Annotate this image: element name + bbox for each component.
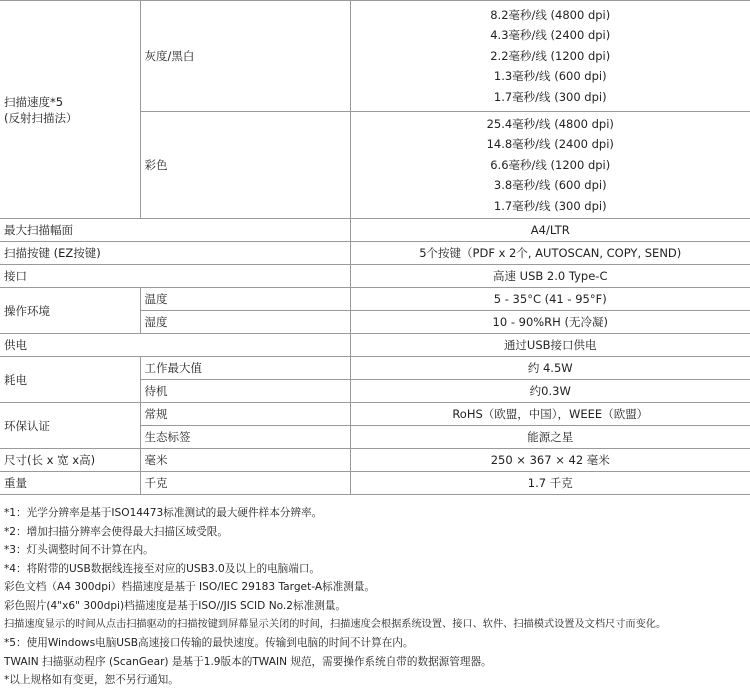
table-row bbox=[0, 449, 750, 472]
color-label: 彩色 bbox=[140, 112, 350, 219]
row-label: 接口 bbox=[0, 265, 350, 288]
row-label: 尺寸(长 x 宽 x高) bbox=[0, 449, 140, 472]
table-row bbox=[0, 357, 750, 380]
sub-label: 生态标签 bbox=[140, 426, 350, 449]
footnote: *3：灯头调整时间不计算在内。 bbox=[4, 544, 154, 557]
row-label: 扫描速度*5 bbox=[4, 94, 64, 109]
footnote: 扫描速度显示的时间从点击扫描驱动的扫描按键到屏幕显示关闭的时间，扫描速度会根据系统设置、接口、软件、扫描模式设置及文档尺寸而变化。 bbox=[4, 618, 667, 630]
table-row bbox=[0, 472, 750, 495]
speed-value: 25.4毫秒/线 (4800 dpi) bbox=[486, 116, 614, 131]
footnote: 彩色照片(4"x6" 300dpi)档描速度是基于ISO//JIS SCID No.2标准测量。 bbox=[4, 599, 347, 612]
row-value: 通过USB接口供电 bbox=[350, 334, 750, 357]
sub-label: 待机 bbox=[140, 380, 350, 403]
footnote: *1：光学分辨率是基于ISO14473标准测试的最大硬件样本分辨率。 bbox=[4, 507, 323, 519]
footnote: TWAIN 扫描驱动程序 (ScanGear) 是基于1.9版本的TWAIN 规范，需要操作系统自带的数据源管理器。 bbox=[4, 655, 492, 668]
row-value: RoHS（欧盟，中国），WEEE（欧盟） bbox=[350, 403, 750, 426]
row-value: 能源之星 bbox=[350, 426, 750, 449]
row-label: 最大扫描幅面 bbox=[0, 219, 350, 242]
footnote: *4：将附带的USB数据线连接至对应的USB3.0及以上的电脑端口。 bbox=[4, 562, 321, 575]
row-value: 高速 USB 2.0 Type-C bbox=[350, 265, 750, 288]
table-row bbox=[0, 219, 750, 242]
table-row bbox=[0, 403, 750, 426]
sub-label: 湿度 bbox=[140, 311, 350, 334]
row-label: 重量 bbox=[0, 472, 140, 495]
sub-label: 毫米 bbox=[140, 449, 350, 472]
gray-speeds bbox=[350, 1, 750, 112]
speed-value: 2.2毫秒/线 (1200 dpi) bbox=[490, 48, 611, 63]
footnotes bbox=[4, 504, 748, 690]
row-value: 1.7 千克 bbox=[350, 472, 750, 495]
speed-value: 14.8毫秒/线 (2400 dpi) bbox=[486, 137, 614, 152]
table-row bbox=[0, 288, 750, 311]
speed-value: 4.3毫秒/线 (2400 dpi) bbox=[490, 28, 611, 43]
speed-value: 6.6毫秒/线 (1200 dpi) bbox=[490, 157, 611, 172]
speed-value: 1.3毫秒/线 (600 dpi) bbox=[493, 69, 607, 84]
sub-label: 常规 bbox=[140, 403, 350, 426]
row-label: 耗电 bbox=[0, 357, 140, 403]
row-value: 250 × 367 × 42 毫米 bbox=[350, 449, 750, 472]
row-value: 约0.3W bbox=[350, 380, 750, 403]
footnote: *2：增加扫描分辨率会使得最大扫描区域受限。 bbox=[4, 525, 228, 538]
speed-value: 1.7毫秒/线 (300 dpi) bbox=[493, 198, 607, 213]
speed-value: 8.2毫秒/线 (4800 dpi) bbox=[490, 7, 611, 22]
footnote: *以上规格如有变更，恕不另行通知。 bbox=[4, 674, 179, 687]
table-row bbox=[0, 265, 750, 288]
row-label: 供电 bbox=[0, 334, 350, 357]
row-label: 环保认证 bbox=[0, 403, 140, 449]
row-label: (反射扫描法） bbox=[4, 110, 78, 125]
table-row bbox=[0, 242, 750, 265]
row-label: 操作环境 bbox=[0, 288, 140, 334]
footnote: 彩色文档（A4 300dpi）档描速度是基于 ISO/IEC 29183 Target-A标准测量。 bbox=[4, 581, 376, 594]
speed-value: 1.7毫秒/线 (300 dpi) bbox=[493, 89, 607, 104]
scan-speed-label bbox=[0, 1, 140, 219]
sub-label: 工作最大值 bbox=[140, 357, 350, 380]
footnote: *5：使用Windows电脑USB高速接口传输的最快速度。传输到电脑的时间不计算在内。 bbox=[4, 637, 414, 650]
row-value: 5 - 35°C (41 - 95°F) bbox=[350, 288, 750, 311]
gray-label: 灰度/黑白 bbox=[140, 1, 350, 112]
row-value: 10 - 90%RH (无冷凝) bbox=[350, 311, 750, 334]
row-value: A4/LTR bbox=[350, 219, 750, 242]
row-label: 扫描按键 (EZ按键) bbox=[0, 242, 350, 265]
sub-label: 温度 bbox=[140, 288, 350, 311]
row-value: 5个按键（PDF x 2个, AUTOSCAN, COPY, SEND) bbox=[350, 242, 750, 265]
table-row bbox=[0, 334, 750, 357]
row-value: 约 4.5W bbox=[350, 357, 750, 380]
speed-value: 3.8毫秒/线 (600 dpi) bbox=[493, 178, 607, 193]
sub-label: 千克 bbox=[140, 472, 350, 495]
table-row bbox=[0, 1, 750, 112]
color-speeds bbox=[350, 112, 750, 219]
